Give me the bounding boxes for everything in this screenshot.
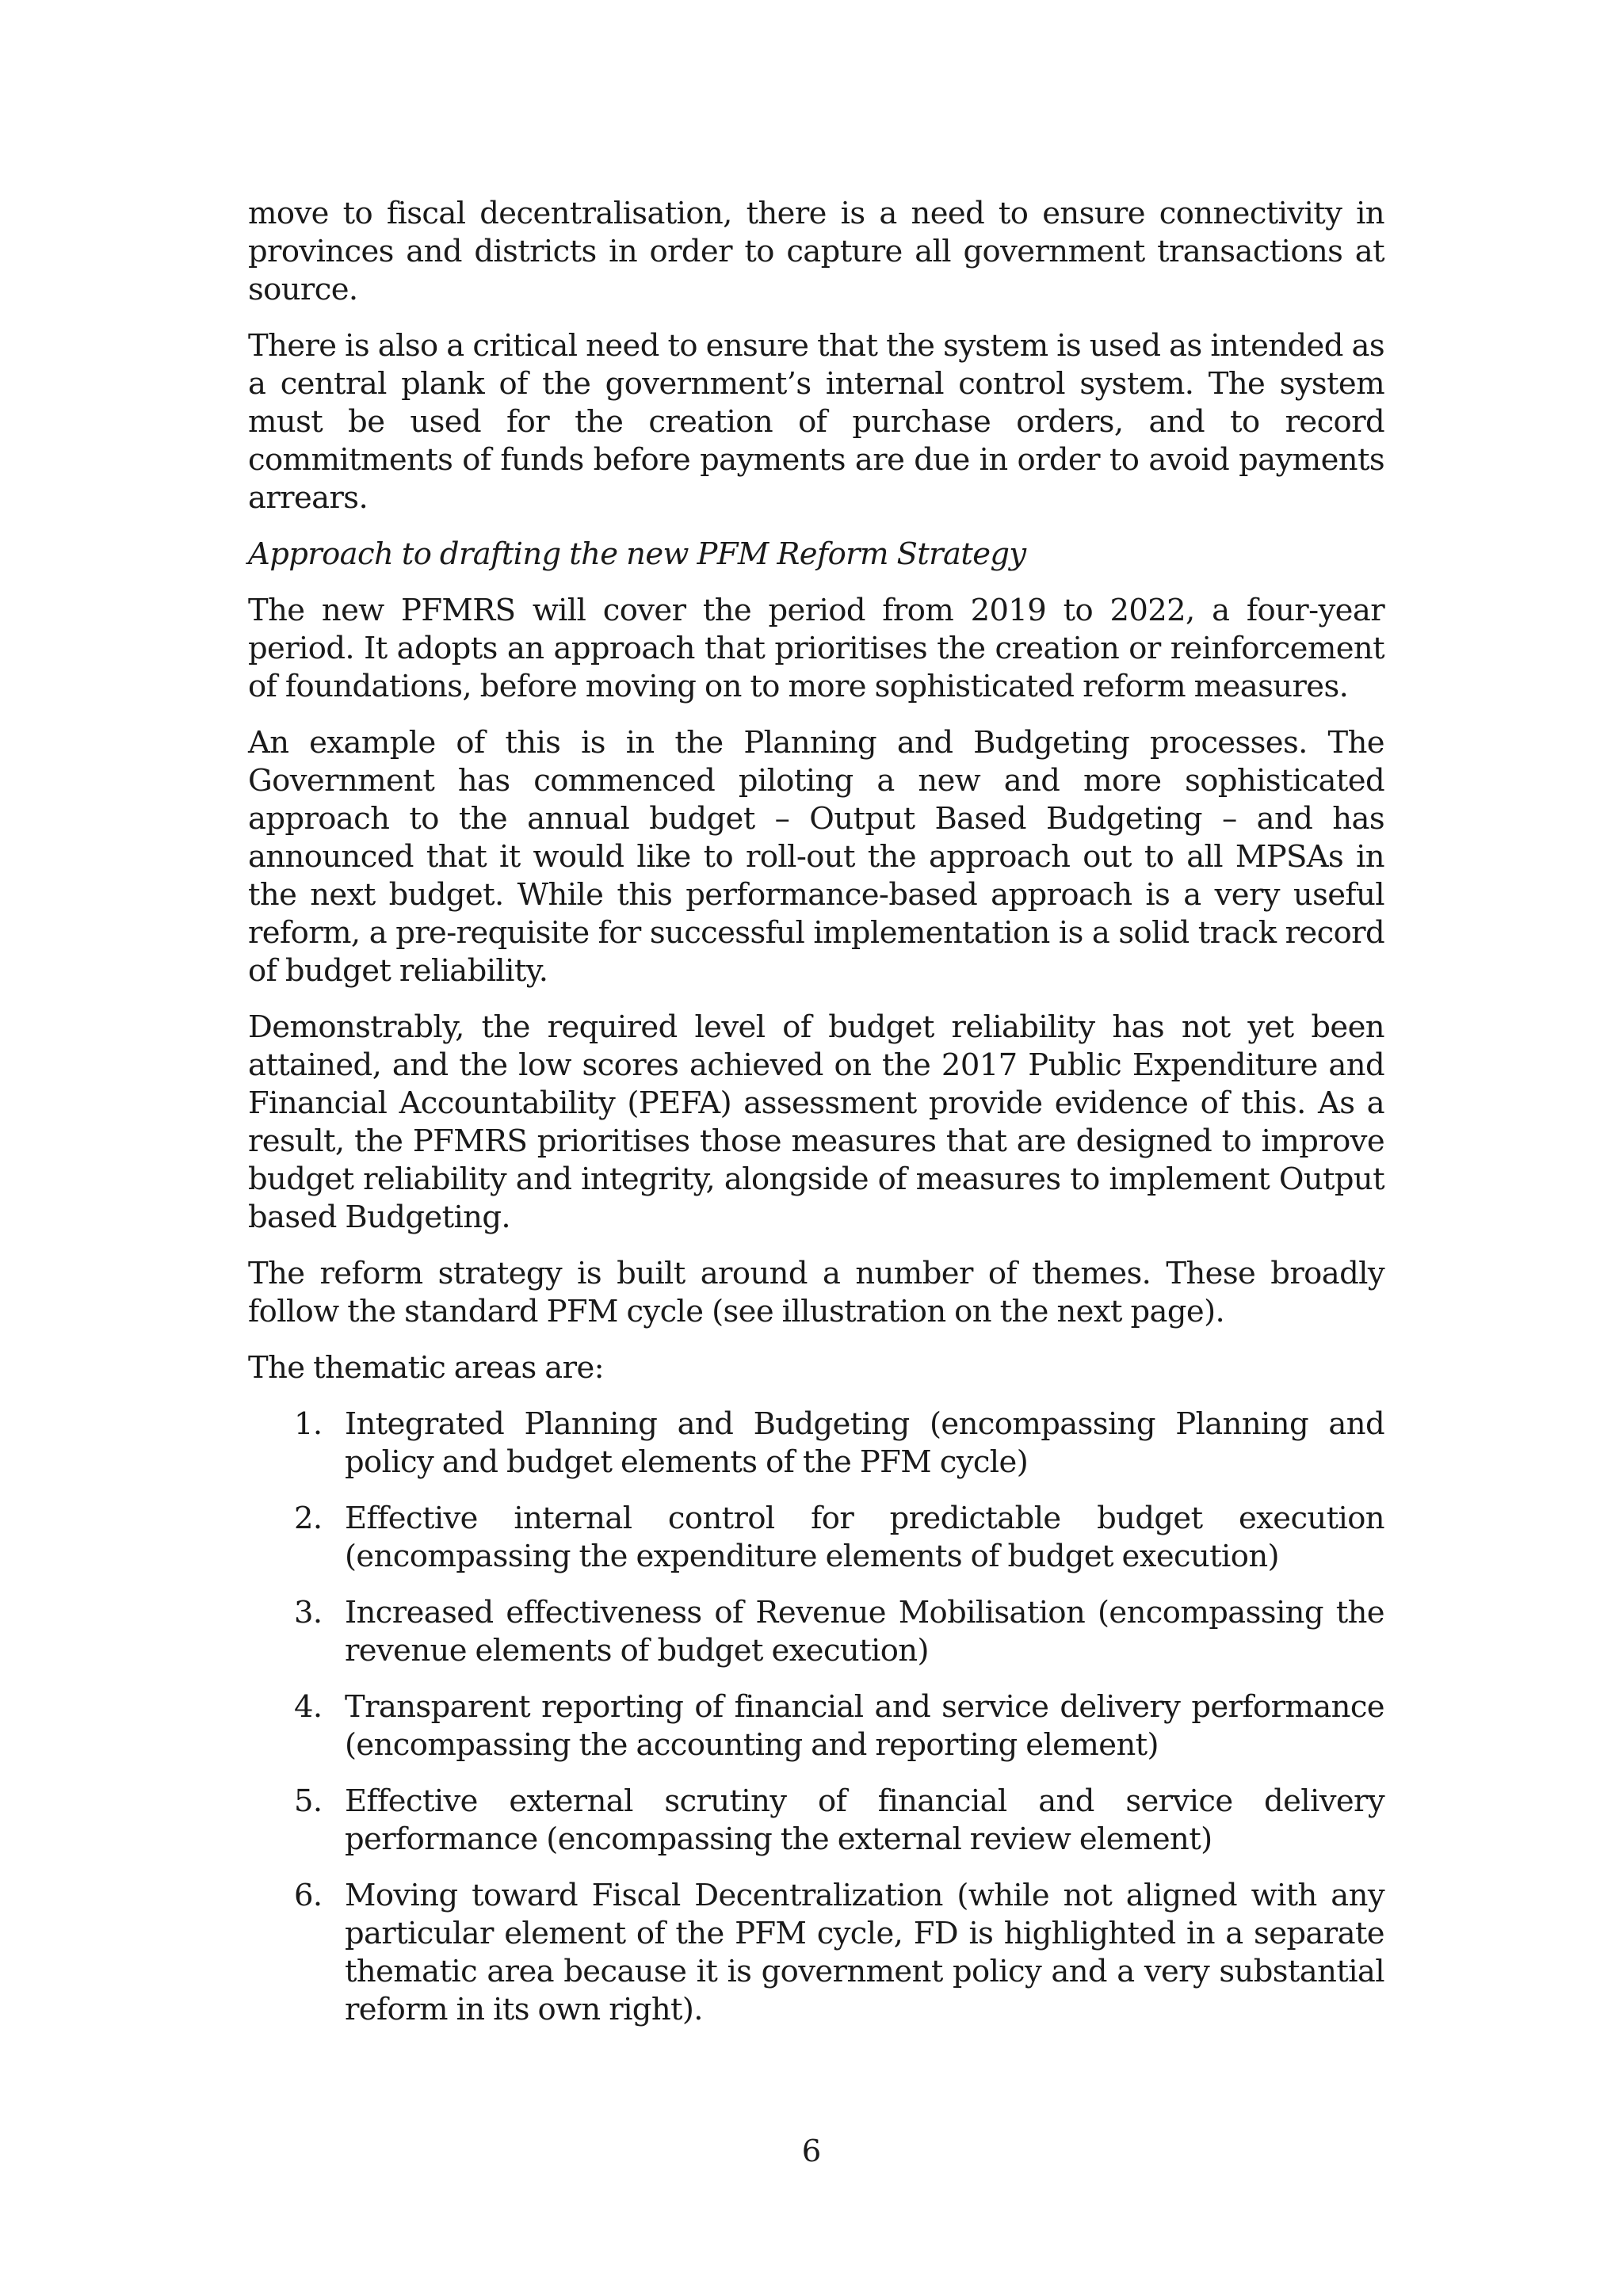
paragraph-connectivity: move to fiscal decentralisation, there is a need to ensure connectivity in provinces and districts in order to capture all government transactions at source. (248, 196, 1384, 307)
paragraph-internal-control: There is also a critical need to ensure that the system is used as intended as a central plank of the government’s internal control system. The system must be used for the creation of purchase orders, and to record commitments of funds before payments are due in order to avoid payments arrears. (248, 328, 1384, 516)
list-item-number: 1. (294, 1406, 323, 1442)
paragraph-planning-example: An example of this is in the Planning and Budgeting processes. The Government has commenced piloting a new and more sophisticated approach to the annual budget – Output Based Budgeting – and has announced that it would like to roll-out the approach out to all MPSAs in the next budget. While this performance-based approach is a very useful reform, a pre-requisite for successful implementation is a solid track record of budget reliability. (248, 725, 1384, 989)
thematic-areas-list (248, 1405, 1384, 2029)
list-item-number: 3. (294, 1595, 323, 1630)
list-item-number: 4. (294, 1689, 323, 1725)
paragraph-themes: The reform strategy is built around a number of themes. These broadly follow the standard PFM cycle (see illustration on the next page). (248, 1256, 1384, 1329)
list-item (248, 1500, 1384, 1576)
list-item-text: Integrated Planning and Budgeting (encompassing Planning and policy and budget elements of the PFM cycle) (345, 1406, 1384, 1480)
list-item (248, 1405, 1384, 1482)
list-item-number: 5. (294, 1783, 323, 1819)
paragraph-budget-reliability: Demonstrably, the required level of budget reliability has not yet been attained, and the low scores achieved on the 2017 Public Expenditure and Financial Accountability (PEFA) assessment provide evidence of this. As a result, the PFMRS prioritises those measures that are designed to improve budget reliability and integrity, alongside of measures to implement Output based Budgeting. (248, 1009, 1384, 1235)
list-item-text: Increased effectiveness of Revenue Mobilisation (encompassing the revenue elements of budget execution) (345, 1595, 1384, 1669)
paragraph-pfmrs-period: The new PFMRS will cover the period from 2019 to 2022, a four-year period. It adopts an approach that prioritises the creation or reinforcement of foundations, before moving on to more sophisticated reform measures. (248, 593, 1384, 704)
list-item-text: Moving toward Fiscal Decentralization (while not aligned with any particular element of the PFM cycle, FD is highlighted in a separate thematic area because it is government policy and a very substantial reform in its own right). (345, 1878, 1384, 2027)
section-heading: Approach to drafting the new PFM Reform Strategy (248, 536, 1026, 572)
list-item-text: Transparent reporting of financial and service delivery performance (encompassing the accounting and reporting element) (345, 1689, 1384, 1763)
list-item-text: Effective internal control for predictable budget execution (encompassing the expenditure elements of budget execution) (345, 1501, 1384, 1574)
list-intro: The thematic areas are: (248, 1350, 604, 1386)
list-item (248, 1783, 1384, 1859)
list-item-number: 2. (294, 1501, 323, 1536)
list-item-text: Effective external scrutiny of financial and service delivery performance (encompassing the external review element) (345, 1783, 1384, 1857)
list-item-number: 6. (294, 1878, 323, 1913)
page-number: 6 (801, 2134, 822, 2169)
page-content (248, 195, 1384, 2047)
list-item (248, 1594, 1384, 1670)
list-item (248, 1877, 1384, 2029)
list-item (248, 1688, 1384, 1764)
